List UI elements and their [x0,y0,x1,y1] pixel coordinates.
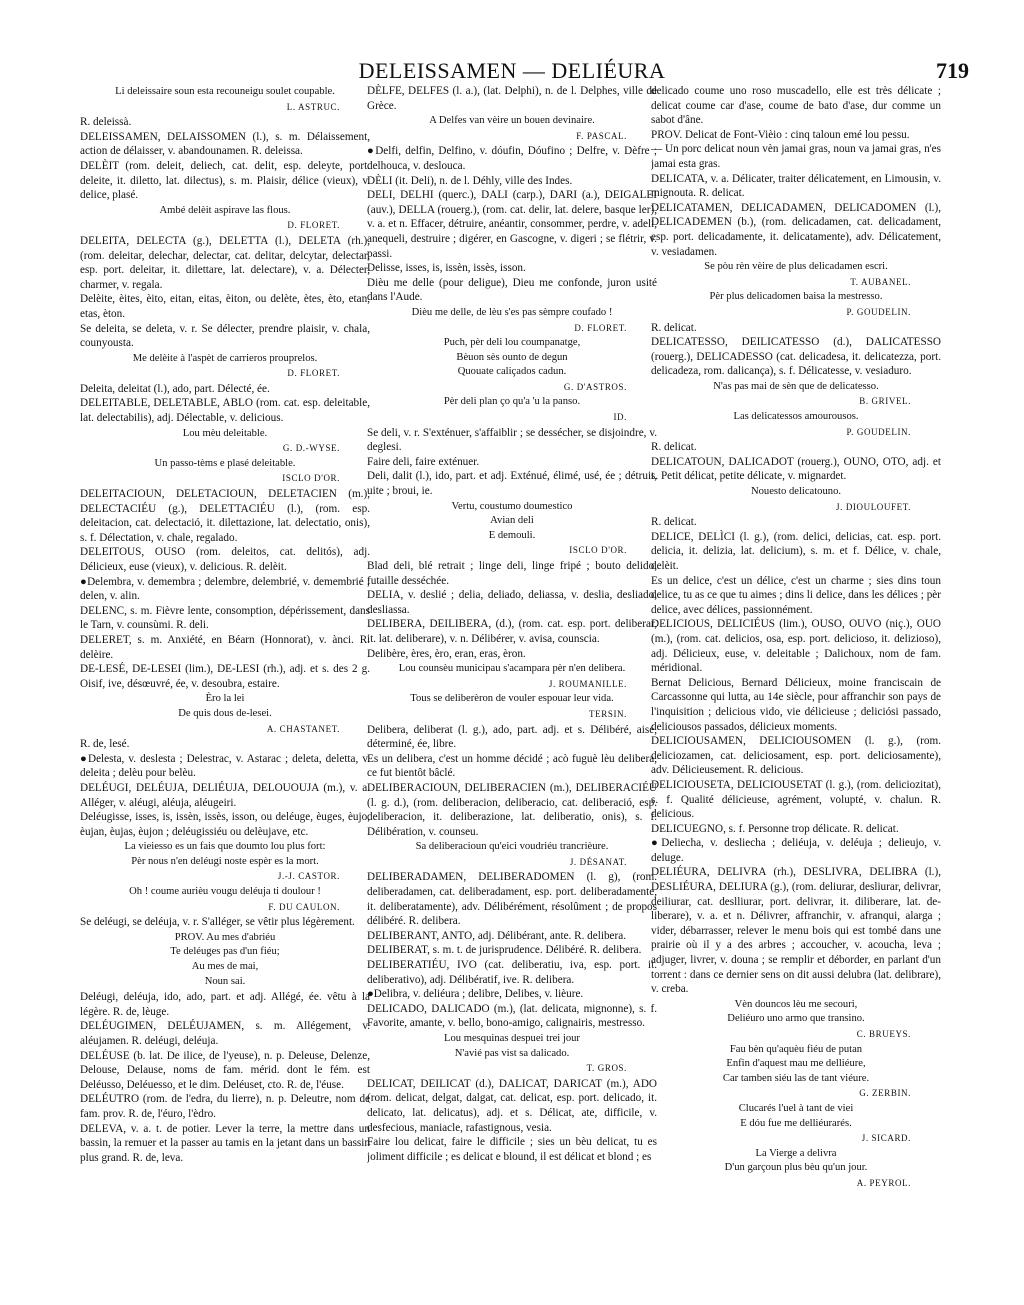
citation-author: P. GOUDELIN. [846,426,911,437]
citation [80,885,370,914]
citation-author: G. ZERBIN. [859,1088,911,1099]
citation-author: F. PASCAL. [576,130,627,141]
dictionary-entry: R. delicat. [651,516,697,529]
citation [80,352,370,381]
dictionary-entry: DELIBERANT, ANTO, adj. Délibérant, ante. R. delibera. [367,929,627,942]
citation-line: Bèuon sès ounto de degun [456,351,568,363]
citation-author: T. GROS. [586,1063,627,1074]
citation-line: Vertu, coustumo doumestico [451,500,573,512]
dictionary-entry: DELIBERA, DEILIBERA, (d.), (rom. cat. esp. port. deliberar, it. lat. deliberare), v. n. Délibérer, v. avisa, counscia. [367,618,657,645]
citation-author: J. ROUMANILLE. [548,678,627,689]
citation-line: La Vierge a delivra [755,1147,837,1159]
dictionary-entry: DELI, DELHI (querc.), DALI (carp.), DARI (a.), DEIGALEI (auv.), DELLA (rouerg.), (rom. cat. delir, lat. delere, basque ler), v. a. et n. Effacer, détruire, anéantir, consommer, perdre, v. adeli, anequeli, destruire ; digérer, en Gascogne, v. digeri ; se flétrir, v. passi. [367,189,657,260]
citation-author: C. BRUEYS. [856,1029,911,1039]
citation-author: P. GOUDELIN. [846,306,911,317]
citation-line: Au mes de mai, [191,961,259,973]
column-middle [367,84,657,1299]
dictionary-entry: R. delicat. [651,441,697,454]
citation-line: Tous se deliberèron de vouler espouar leur vida. [410,693,614,705]
citation [651,290,941,319]
dictionary-entry: DELERET, s. m. Anxiété, en Béarn (Honnorat), v. ànci. R. delèire. [80,633,370,661]
citation-line: Nouesto delicatouno. [750,486,842,498]
dictionary-entry: Faire deli, faire exténuer. [367,455,480,468]
dictionary-entry: Deli, dalit (l.), ido, part. et adj. Exténué, élimé, usé, ée ; détruit, uite ; broui, ie. [367,470,657,498]
citation-line: Oh ! coume aurièu vougu deléuja ti doulour ! [129,886,321,898]
citation [80,931,370,989]
dictionary-entry: DELICIOUSETA, DELICIOUSETAT (l. g.), (rom. deliciozitat), s. f. Qualité délicieuse, agrément, volupté, v. chalun. R. delicious. [651,778,941,821]
page-number: 719 [936,58,969,83]
dictionary-entry: Delibère, ères, èro, eran, eras, èron. [367,647,526,660]
citation [367,306,657,335]
citation-author: T. AUBANEL. [850,276,911,287]
citation-line: Vèn douncos lèu me secouri, [734,998,858,1010]
citation-line: Enfin d'aquest mau me delliéure, [726,1058,866,1070]
dictionary-entry: DELICADO, DALICADO (m.), (lat. delicata, mignonne), s. f. Favorite, amante, v. bello, bono-amigo, calignairis, mestresso. [367,1002,657,1030]
citation-line: Clucarés l'uel à tant de viei [738,1102,854,1114]
citation [651,260,941,289]
citation-author: TERSIN. [589,708,627,719]
citation [80,840,370,884]
dictionary-entry: DELÉUTRO (rom. de l'edra, du lierre), n. p. Deleutre, nom de fam. prov. R. de, l'éuro, l'èdro. [80,1093,370,1120]
citation-line: A Delfes van vèire un bouen devinaire. [429,115,595,127]
citation-line: Noun sai. [204,975,246,987]
citation-author: J.-J. CASTOR. [277,871,340,882]
dictionary-entry: DELICATESSO, DEILICATESSO (d.), DALICATESSO (rouerg.), DELICADESSO (cat. delicadesa, it. delicatezza, port. delicadeza, rom. dalicança), s. f. Délicatesse, v. vesiaduro. [651,336,941,378]
dictionary-entry: Delèite, èites, èito, eitan, eitas, èiton, ou delète, ètes, èto, etan, etas, èton. [80,293,370,320]
dictionary-entry: DELIBERACIOUN, DELIBERACIEN (m.), DELIBERACIÉU (l. g. d.), (rom. deliberacion, deliberacio, cat. deliberació, esp. deliberacion, it. deliberazione, lat. deliberatio, onis), s. f. Délibération, v. counseu. [367,781,657,838]
citation-line: Fau bèn qu'aquèu fiéu de putan [729,1043,863,1055]
dictionary-entry: DELICE, DELÌCI (l. g.), (rom. delici, delicias, cat. esp. port. delicia, it. delizia, lat. delicium), s. m. et f. Délice, v. chale, delèit. [651,530,941,572]
citation-author: J. DIOULOUFET. [836,501,911,512]
citation-line: Lou mesquinas despuei trei jour [444,1033,580,1044]
dictionary-entry: ●Delibra, v. deliéura ; delibre, Delibes, v. lièure. [367,988,584,1001]
citation [367,1032,657,1076]
dictionary-entry: Dièu me delle (pour deligue), Dieu me confonde, juron usité dans l'Aude. [367,276,657,304]
citation [651,1102,941,1146]
dictionary-entry: — Un porc delicat noun vèn jamai gras, noun va jamai gras, n'es jamai esta gras. [651,143,941,170]
column-right [651,84,941,1299]
dictionary-entry: DELENC, s. m. Fièvre lente, consomption, dépérissement, dans le Tarn, v. counsùmi. R. deli. [80,604,370,632]
citation-author: ID. [613,412,627,423]
citation [367,395,657,424]
dictionary-entry: R. deleissà. [80,116,132,129]
citation-line: Sa deliberacioun qu'eici voudriéu trancrièure. [415,841,609,853]
dictionary-entry: DELICIOUSAMEN, DELICIOUSOMEN (l. g.), (rom. deliciozamen, cat. deliciosament, esp. port. deliciosamente), adv. Délicieusement. R. delicious. [651,735,941,777]
citation-line: Avian deli [490,515,534,527]
citation-author: ISCLO D'OR. [282,473,340,484]
dictionary-entry: Se deli, v. r. S'exténuer, s'affaiblir ; se dessécher, se disjoindre, v. deglesi. [367,426,657,454]
citation-line: Pèr nous n'en deléugi noste espèr es la mort. [131,855,319,867]
citation-line: Las delicatessos amourousos. [733,411,859,423]
citation-line: Li deleissaire soun esta recouneigu soulet coupable. [115,86,335,97]
dictionary-entry: ●Delembra, v. demembra ; delembre, delembrié, v. demembrié ; delen, v. alin. [80,575,370,603]
citation-line: Deliéuro uno armo que transino. [727,1013,865,1025]
running-head: DELEISSAMEN — DELIÉURA [358,58,666,83]
citation [80,427,370,456]
citation-line: N'as pas mai de sèn que de delicatesso. [713,380,879,392]
citation-line: E dóu fue me delliéurarés. [740,1117,852,1129]
citation-line: Puch, pèr deli lou coumpanatge, [443,337,581,349]
citation-author: D. FLORET. [287,368,340,379]
dictionary-entry: DÈLFE, DELFES (l. a.), (lat. Delphi), n. de l. Delphes, ville de Grèce. [367,85,657,112]
dictionary-entry: Es un delibera, c'est un homme décidé ; acò fuguè lèu delibera, ce fut bientôt bâclé. [367,752,657,780]
dictionary-entry: ●Deliecha, v. desliecha ; deliéuja, v. deléuja ; delieujo, v. deluge. [651,837,941,864]
dictionary-entry: Faire lou delicat, faire le difficile ; sies un bèu delicat, tu es joliment difficile ; es delicat e blound, il est délicat et blond ; es [367,1136,657,1163]
citation-line: Pèr deli plan ço qu'a 'u la panso. [443,396,581,408]
citation [80,204,370,233]
citation-line: Ambé delèit aspirave las flous. [159,204,291,216]
dictionary-entry: R. delicat. [651,321,697,334]
citation [651,380,941,409]
citation-line: E demouli. [488,529,536,541]
dictionary-entry: DELIBERADAMEN, DELIBERADOMEN (l. g), (rom. deliberadamen, cat. deliberadament, esp. port. deliberadamente, it. deliberatamente), adv. Délibérément, résolûment ; de propos délibéré. R. delibera. [367,871,657,928]
citation-line: PROV. Au mes d'abriéu [174,931,276,943]
citation-line: Se pòu rèn vèire de plus delicadamen escri. [704,261,888,273]
column-left [80,84,370,1299]
dictionary-entry: DELEITACIOUN, DELETACIOUN, DELETACIEN (m.), DELECTACIÉU (g.), DELETTACIÉU (l.), (rom. esp. deleitacion, cat. delectació, it. dilettazione, lat. delectatio, onis), s. f. Délectation, v. chale, regalado. [80,488,370,544]
dictionary-entry: DELEISSAMEN, DELAISSOMEN (l.), s. m. Délaissement, action de délaisser, v. abandounamen. R. deleissa. [80,130,370,158]
dictionary-entry: DÈLI (it. Deli), n. de l. Déhly, ville des Indes. [367,174,573,187]
citation [651,485,941,514]
citation-author: G. D'ASTROS. [563,381,627,392]
citation-line: D'un garçoun plus bèu qu'un jour. [724,1162,868,1174]
citation [367,840,657,869]
dictionary-entry: DELÉUGI, DELÉUJA, DELIÉUJA, DELOUOUJA (m.), v. a. Alléger, v. aléugi, aléuja, aléugeiri. [80,781,370,809]
citation-line: Me delèite à l'aspèt de carrieros prouprelos. [132,352,318,364]
dictionary-entry: ●Delfi, delfin, Delfino, v. dóufin, Dóufino ; Delfre, v. Dèfre ; delhouca, v. deslouca. [367,145,657,172]
citation [651,998,941,1042]
citation-author: J. DÉSANAT. [569,856,627,867]
citation-author: J. SICARD. [861,1133,911,1144]
citation-line: Pèr plus delicadomen baisa la mestresso. [709,291,883,303]
dictionary-entry: Deleita, deleitat (l.), ado, part. Délecté, ée. [80,382,270,395]
dictionary-entry: DELEITOUS, OUSO (rom. deleitos, cat. delitós), adj. Délicieux, euse (vieux), v. delicious. R. delèit. [80,546,370,573]
citation-author: A. PEYROL. [856,1177,911,1188]
citation-line: Un passo-tèms e plasé deleitable. [154,457,296,469]
citation [80,457,370,486]
dictionary-entry: DELÈIT (rom. deleit, deliech, cat. delit, esp. deleyte, port. deleite, it. diletto, lat. dilectus), s. m. Plaisir, délice (vieux), v. delice, plasé. [80,159,370,202]
dictionary-entry: DELIBERATIÉU, IVO (cat. deliberatiu, iva, esp. port. it. deliberativo), adj. Délibératif, ive. R. delibera. [367,959,657,986]
dictionary-entry: DELÉUGIMEN, DELÉUJAMEN, s. m. Allégement, v. aléujamen. R. deléugi, deléuja. [80,1020,370,1047]
dictionary-entry: DELEITA, DELECTA (g.), DELETTA (l.), DELETA (rh.), (rom. deleitar, delechar, delectar, cat. delitar, delcytar, delectar, esp. port. deleitar, it. dilettare, lat. delectare), v. a. Délecter, charmer, v. regala. [80,234,370,291]
citation-line: Lou mèu deleitable. [182,427,268,439]
dictionary-entry: delicado coume uno roso muscadello, elle est très délicate ; delicat coume car d'ase, coume de bato d'ase, dur comme un sabot d'âne. [651,85,941,127]
dictionary-entry: Deléugi, deléuja, ido, ado, part. et adj. Allégé, ée. vêtu à la légère. R. de, lèuge. [80,991,370,1018]
citation-author: D. FLORET. [574,322,627,333]
dictionary-entry: DELICATOUN, DALICADOT (rouerg.), OUNO, OTO, adj. et s. Petit délicat, petite délicate, v. mignardet. [651,455,941,483]
dictionary-entry: Delisse, isses, is, issèn, issès, isson. [367,262,526,275]
citation-author: G. D.-WYSE. [282,443,340,454]
citation [367,692,657,721]
dictionary-entry: DELEITABLE, DELETABLE, ABLO (rom. cat. esp. deleitable, lat. delectabilis), adj. Délectable, v. delicious. [80,397,370,425]
dictionary-entry: DELEVA, v. a. t. de potier. Lever la terre, la mettre dans un bassin, la remuer et la passer au tamis en la jetant dans un bassin plus grand. R. de, leva. [80,1122,370,1164]
dictionary-entry: PROV. Delicat de Font-Vièio : cinq taloun emé lou pessu. [651,128,910,141]
citation-line: De quis dous de-lesei. [178,707,272,719]
citation-author: B. GRIVEL. [859,396,911,407]
citation-line: N'avié pas vist sa dalicado. [454,1047,570,1059]
dictionary-entry: DELICAT, DEILICAT (d.), DALICAT, DARICAT (m.), ADO (rom. delicat, delgat, dalgat, cat. delicat, esp. port. delicado, it. delicato, lat. delicatus), adj. et s. Délicat, ate, difficile, v. desfecious, maniacle, rafastignous, vesia. [367,1077,657,1134]
dictionary-entry: DE-LESÉ, DE-LESEI (lim.), DE-LESI (rh.), adj. et s. des 2 g. Oisif, ive, désœuvré, ée, v. desoubra, estaire. [80,663,370,690]
citation-author: ISCLO D'OR. [569,545,627,556]
dictionary-entry: Delibera, deliberat (l. g.), ado, part. adj. et s. Délibéré, aisé, déterminé, ée, libre. [367,723,657,751]
citation-line: La vieiesso es un fais que doumto lou plus fort: [124,841,326,853]
citation-line: Èro la lei [205,693,245,705]
citation [651,410,941,439]
citation [651,1147,941,1191]
dictionary-entry: DELÉUSE (b. lat. De ilice, de l'yeuse), n. p. Deleuse, Delenze, Delouse, Delause, noms de fam. mérid. dont le fém. est Deléusso, Deléuesso, et le dim. Deléuset, cto. R. de, l'éuse. [80,1049,370,1091]
citation-line: Dièu me delle, de lèu s'es pas sèmpre coufado ! [411,306,613,318]
dictionary-entry: Bernat Delicious, Bernard Délicieux, moine franciscain de Carcassonne qui lutta, au 14e siècle, pour affranchir son pays de l'inquisition ; delicious vido, vie délicieuse ; deliciósi passado, deliciousos passados, délicieux moments. [651,676,941,733]
dictionary-entry: ●Delesta, v. deslesta ; Delestrac, v. Astarac ; deleta, deletta, v. deleita ; delèu pour belèu. [80,752,370,780]
citation [80,692,370,736]
dictionary-entry: DELIÉURA, DELIVRA (rh.), DESLIVRA, DELIBRA (l.), DESLIÉURA, DELIURA (g.), (rom. deliurar, desliurar, delivrar, deiliurar, cat. deslliurar, port. delivrar, it. diliberare, lat. de-liberare), v. a. et n. Délivrer, affranchir, v. afranqui, alarga ; vider, débarrasser, relever le menu bois qui est tombé dans une prairie où il y a des arbres ; accoucher, v. acoucha, leva ; adjuger, livrer, v. douna ; se remplir et déborder, en parlant d'un torrent : dans ce dernier sens on dit aussi delubra (lat. delibrare), v. creba. [651,866,941,996]
citation-author: D. FLORET. [287,220,340,231]
citation [367,114,657,143]
citation-line: Car tamben siéu las de tant viéure. [722,1072,870,1084]
citation-line: Lou counsèu municipau s'acampara pèr n'en delibera. [398,663,626,675]
citation [367,336,657,394]
dictionary-entry: Se deleita, se deleta, v. r. Se délecter, prendre plaisir, v. chala, counyousta. [80,322,370,350]
citation [80,85,370,114]
citation [367,500,657,558]
citation-author: L. ASTRUC. [286,101,340,112]
citation [651,1043,941,1101]
dictionary-entry: DELICATA, v. a. Délicater, traiter délicatement, en Limousin, v. mignouta. R. delicat. [651,172,941,200]
dictionary-entry: Es un delice, c'est un délice, c'est un charme ; sies dins toun delice, tu as ce que tu aimes ; dins li delice, dans les délices ; pèr delice, avec délices, passionnément. [651,574,941,616]
citation-line: Quouate caliçados cadun. [457,366,567,378]
dictionary-entry: DELIA, v. deslié ; delia, deliado, deliassa, v. deslia, desliado, desliassa. [367,589,657,616]
dictionary-entry: Deléugisse, isses, is, issèn, issès, isson, ou deléuge, èuges, èujo, èujan, èujas, èujon ; deléugissiéu ou delèujave, etc. [80,811,370,838]
dictionary-entry: R. de, lesé. [80,738,130,751]
dictionary-entry: DELICUEGNO, s. f. Personne trop délicate. R. delicat. [651,822,899,835]
citation-author: F. DU CAULON. [268,901,340,912]
dictionary-entry: Blad deli, blé retrait ; linge deli, linge fripé ; bouto delido, futaille desséchée. [367,560,657,587]
citation-line: Te deléuges pas d'un fiéu; [170,946,280,958]
dictionary-entry: Se deléugi, se deléuja, v. r. S'alléger, se vêtir plus légèrement. [80,916,355,929]
dictionary-entry: DELICATAMEN, DELICADAMEN, DELICADOMEN (l.), DELICADEMEN (b.), (rom. delicadamen, cat. delicadament, esp. port. delicadamente, it. delicatamente), adv. Délicatement, v. vesiadamen. [651,201,941,258]
citation-author: A. CHASTANET. [266,723,340,734]
citation [367,662,657,691]
dictionary-entry: DELICIOUS, DELICIÉUS (lim.), OUSO, OUVO (niç.), OUO (m.), (rom. cat. delicios, osa, esp. port. delicioso, it. delizioso), adj. Délicieux, euse, v. deleitable ; Dalichoux, nom de fam. méridional. [651,618,941,675]
dictionary-entry: DELIBERAT, s. m. t. de jurisprudence. Délibéré. R. delibera. [367,944,642,957]
